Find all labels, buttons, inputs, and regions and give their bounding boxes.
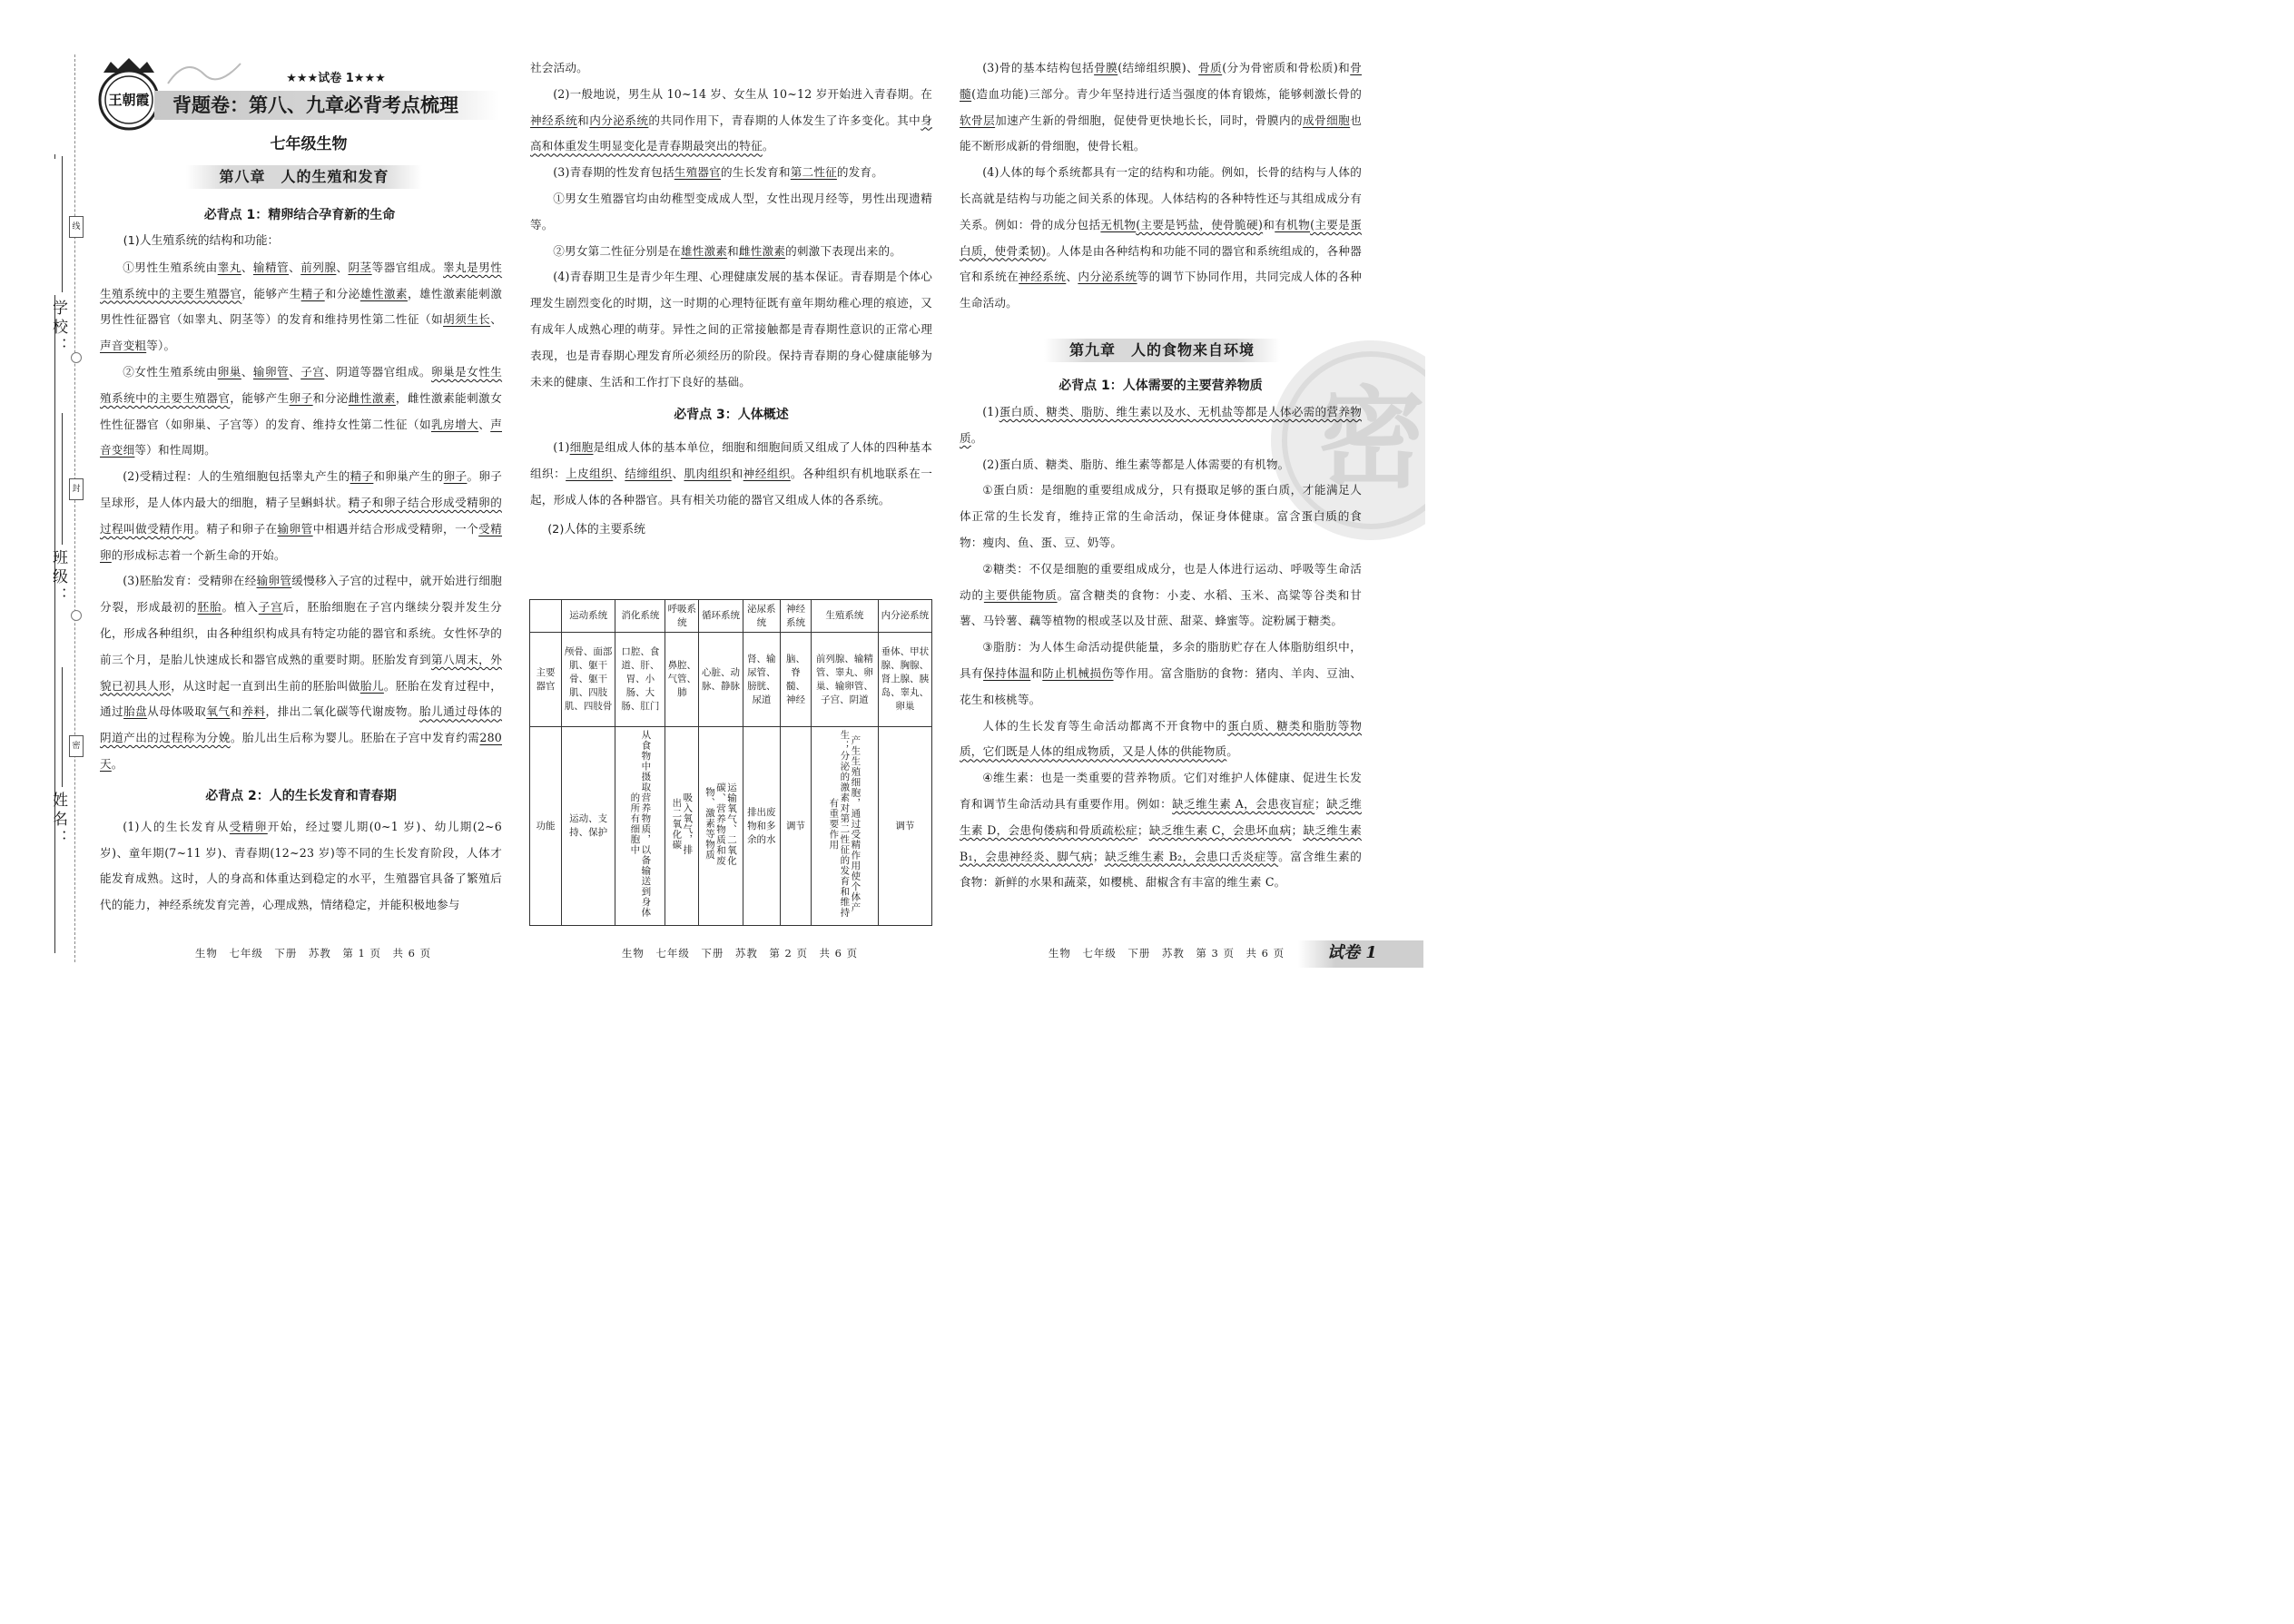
page-footer: 生物 七年级 下册 苏教 第 1 页 共 6 页 [194,947,432,960]
page-subtitle: 七年级生物 [270,135,348,153]
subheading-reproductive-system: (1)人生殖系统的结构和功能： [123,234,280,248]
corner-paper-label: 试卷 1 [1327,943,1377,962]
table-header: 消化系统 [615,600,665,633]
table-cell: 排出废物和多余的水 [743,727,780,926]
paragraph-systems-function: (4)人体的每个系统都具有一定的结构和功能。例如，长骨的结构与人体的长高就是结构与功能之间关系的体现。人体结构的各种特性还与其组成成分有关系。例如：骨的成分包括无机物(主要是钙盐，使骨脆硬)和有机物(主要是蛋白质，使骨柔韧)。人体是由各种结构和功能不同的器官和系统组成的，各种器官和系统在神经系统、内分泌系统等的调节下协同作用，共同完成人体的各种生命活动。 [960,165,1363,310]
table-cell: 调节 [878,727,931,926]
paragraph-fat: ③脂肪：为人体生命活动提供能量，多余的脂肪贮存在人体脂肪组织中，具有保持体温和防止机械损伤等作用。富含脂肪的食物：猪肉、羊肉、豆油、花生和核桃等。 [960,640,1363,706]
paragraph-growth: (1)人的生长发育从受精卵开始，经过婴儿期(0~1 岁)、幼儿期(2~6 岁)、童年期(7~11 岁)、青春期(12~23 岁)等不同的生长发育阶段，人体才能发育成熟。这时，人的身高和体重达到稳定的水平，生殖器官具备了繁殖后代的能力，神经系统发育完善，心理成熟，情绪稳定，并能积极地参与 [100,819,502,912]
paragraph-male-system: ①男性生殖系统由睾丸、输精管、前列腺、阴茎等器官组成。睾丸是男性生殖系统中的主要生殖器官，能够产生精子和分泌雄性激素，雄性激素能刺激男性性征器官（如睾丸、阴茎等）的发育和维持男性第二性征（如胡须生长、声音变粗等）。 [100,260,503,353]
table-cell: 心脏、动脉、静脉 [699,633,743,727]
body-systems-table [529,599,932,926]
paragraph-sexual-organs: ①男女生殖器官均由幼稚型变成成人型，女性出现月经等，男性出现遗精等。 [530,191,932,231]
table-title: (2)人体的主要系统 [547,522,645,536]
table-cell: 产生生殖细胞，通过受精作用使个体产生；分泌的激素对第二性征的发育和维持有重要作用 [812,727,879,926]
paragraph-embryo: (3)胚胎发育：受精卵在经输卵管缓慢移入子宫的过程中，就开始进行细胞分裂，形成最初的胚胎。植入子宫后，胚胎细胞在子宫内继续分裂并发生分化，形成各种组织，由各种组织构成具有特定功能的器官和系统。女性怀孕的前三个月，是胎儿快速成长和器官成熟的重要时期。胚胎发育到第八周末，外貌已初具人形，从这时起一直到出生前的胚胎叫做胎儿。胚胎在发育过程中，通过胎盘从母体吸取氧气和养料，排出二氧化碳等代谢废物。胎儿通过母体的阴道产出的过程称为分娩。胎儿出生后称为婴儿。胚胎在子宫中发育约需280 天。 [100,574,503,771]
row-label: 功能 [530,727,562,926]
table-cell: 吸入氧气，排出二氧化碳 [665,727,699,926]
table-cell: 颅骨、面部肌、躯干骨、躯干肌、四肢肌、四肢骨 [562,633,615,727]
table-cell: 脑、脊髓、神经 [780,633,811,727]
page-title: 背题卷：第八、九章必背考点梳理 [172,94,458,116]
seal-mark-secret: 密 [69,735,84,757]
row-label: 主要器官 [530,633,562,727]
chapter-8-heading: 第八章 人的生殖和发育 [186,165,422,189]
page-footer: 生物 七年级 下册 苏教 第 2 页 共 6 页 [621,947,859,960]
class-label: 班级： [49,549,67,606]
table-cell: 运输氧气、二氧化碳、营养物质和废物、激素等物质 [699,727,743,926]
ribbon-decoration [163,56,245,93]
paragraph-protein: ①蛋白质：是细胞的重要组成成分，只有摄取足够的蛋白质，才能满足人体正常的生长发育，维持正常的生命活动，保证身体健康。富含蛋白质的食物：瘦肉、鱼、蛋、豆、奶等。 [960,483,1362,549]
table-header: 生殖系统 [812,600,879,633]
table-header-row [530,600,932,633]
table-cell: 前列腺、输精管、睾丸、卵巢、输卵管、子宫、阴道 [812,633,879,727]
seal-mark-seal: 封 [69,478,84,500]
table-header: 呼吸系统 [665,600,699,633]
table-cell: 口腔、食道、肝、胃、小肠、大肠、肛门 [615,633,665,727]
point-1-heading: 必背点 1：精卵结合孕育新的生命 [203,208,396,222]
paragraph-continued: 社会活动。 [530,61,588,74]
table-row [530,727,932,926]
table-cell: 调节 [780,727,811,926]
seal-mark-line: 线 [69,216,84,238]
paragraph-female-system: ②女性生殖系统由卵巢、输卵管、子宫、阴道等器官组成。卵巢是女性生殖系统中的主要生殖器官，能够产生卵子和分泌雌性激素，雌性激素能刺激女性性征器官（如卵巢、子宫等）的发育、维持女性第二性征（如乳房增大、声音变细等）和性周期。 [100,364,503,458]
paragraph-organic: (2)蛋白质、糖类、脂肪、维生素等都是人体需要的有机物。 [982,457,1290,471]
table-header: 泌尿系统 [743,600,780,633]
table-header: 内分泌系统 [878,600,931,633]
paragraph-puberty-health: (4)青春期卫生是青少年生理、心理健康发展的基本保证。青春期是个体心理发生剧烈变化的时期，这一时期的心理特征既有童年期幼稚心理的痕迹，又有成年人成熟心理的萌芽。异性之间的正常接触都是青春期性意识的正常心理表现，也是青春期心理发育所必须经历的阶段。保持青春期的身心健康能够为未来的健康、生活和工作打下良好的基础。 [530,270,932,389]
point-3-heading: 必背点 3：人体概述 [674,408,789,423]
table-cell: 运动、支持、保护 [562,727,615,926]
school-label: 学校： [49,300,67,357]
table-cell: 从食物中摄取营养物质，以备输送到身体的所有细胞中 [615,727,665,926]
paragraph-puberty-age: (2)一般地说，男生从 10~14 岁、女生从 10~12 岁开始进入青春期。在神经系统和内分泌系统的共同作用下，青春期的人体发生了许多变化。其中身高和体重发生明显变化是青春期最突出的特征。 [530,86,933,153]
table-header: 循环系统 [699,600,743,633]
svg-text:密: 密 [1316,377,1425,503]
paragraph-secondary-traits: ②男女第二性征分别是在雄性激素和雌性激素的刺激下表现出来的。 [553,243,902,258]
paragraph-bone-structure: (3)骨的基本结构包括骨膜(结缔组织膜)、骨质(分为骨密质和骨松质)和骨髓(造血功能)三部分。青少年坚持进行适当强度的体育锻炼，能够刺激长骨的软骨层加速产生新的骨细胞，促使骨更快地长长，同时，骨膜内的成骨细胞也能不断形成新的骨细胞，使骨长粗。 [960,61,1363,153]
paragraph-body-overview: (1)细胞是组成人体的基本单位，细胞和细胞间质又组成了人体的四种基本组织：上皮组织、结缔组织、肌肉组织和神经组织。各种组织有机地联系在一起，形成人体的各种器官。具有相关功能的器官又组成人体的各系统。 [530,440,932,507]
point-1-nutrition-heading: 必背点 1：人体需要的主要营养物质 [1058,379,1263,393]
table-row [530,633,932,727]
paragraph-fertilization: (2)受精过程：人的生殖细胞包括睾丸产生的精子和卵巢产生的卵子。卵子呈球形，是人体内最大的细胞，精子呈蝌蚪状。精子和卵子结合形成受精卵的过程叫做受精作用。精子和卵子在输卵管中相遇并结合形成受精卵，一个受精卵的形成标志着一个新生命的开始。 [100,469,502,562]
chapter-9-heading: 第九章 人的食物来自环境 [1044,339,1280,362]
table-cell: 鼻腔、气管、肺 [665,633,699,727]
table-cell: 垂体、甲状腺、胸腺、肾上腺、胰岛、睾丸、卵巢 [878,633,931,727]
binding-hole [71,610,82,621]
page-footer: 生物 七年级 下册 苏教 第 3 页 共 6 页 [1048,947,1285,960]
paragraph-energy: 人体的生长发育等生命活动都离不开食物中的蛋白质、糖类和脂肪等物质，它们既是人体的组成物质，又是人体的供能物质。 [960,718,1363,759]
svg-text:王朝霞: 王朝霞 [108,92,150,108]
paragraph-vitamin: ④维生素：也是一类重要的营养物质。它们对维护人体健康、促进生长发育和调节生命活动具有重要作用。例如：缺乏维生素 A，会患夜盲症；缺乏维生素 D，会患佝偻病和骨质疏松症；缺乏维生素 C，会患坏血病；缺乏维生素 B₁，会患神经炎、脚气病；缺乏维生素 B₂，会患口舌炎症等。富含维生素的食物：新鲜的水果和蔬菜，如樱桃、甜椒含有丰富的维生素 C。 [960,771,1363,890]
paragraph-sexual-development: (3)青春期的性发育包括生殖器官的生长发育和第二性征的发育。 [553,165,884,180]
table-header: 神经系统 [780,600,811,633]
paragraph-sugar: ②糖类：不仅是细胞的重要组成成分，也是人体进行运动、呼吸等生命活动的主要供能物质。富含糖类的食物：小麦、水稻、玉米、高粱等谷类和甘薯、马铃薯、藕等植物的根或茎以及甘蔗、甜菜、蜂蜜等。淀粉属于糖类。 [960,561,1363,628]
table-header: 运动系统 [562,600,615,633]
paragraph-nutrients: (1)蛋白质、糖类、脂肪、维生素以及水、无机盐等都是人体必需的营养物质。 [960,405,1362,445]
logo [94,56,163,133]
paper-badge: ★★★试卷 1★★★ [286,72,386,85]
point-2-heading: 必背点 2：人的生长发育和青春期 [205,788,397,803]
binding-hole [71,352,82,363]
name-label: 姓名： [49,792,67,849]
table-cell: 肾、输尿管、膀胱、尿道 [743,633,780,727]
cut-line [74,54,76,962]
